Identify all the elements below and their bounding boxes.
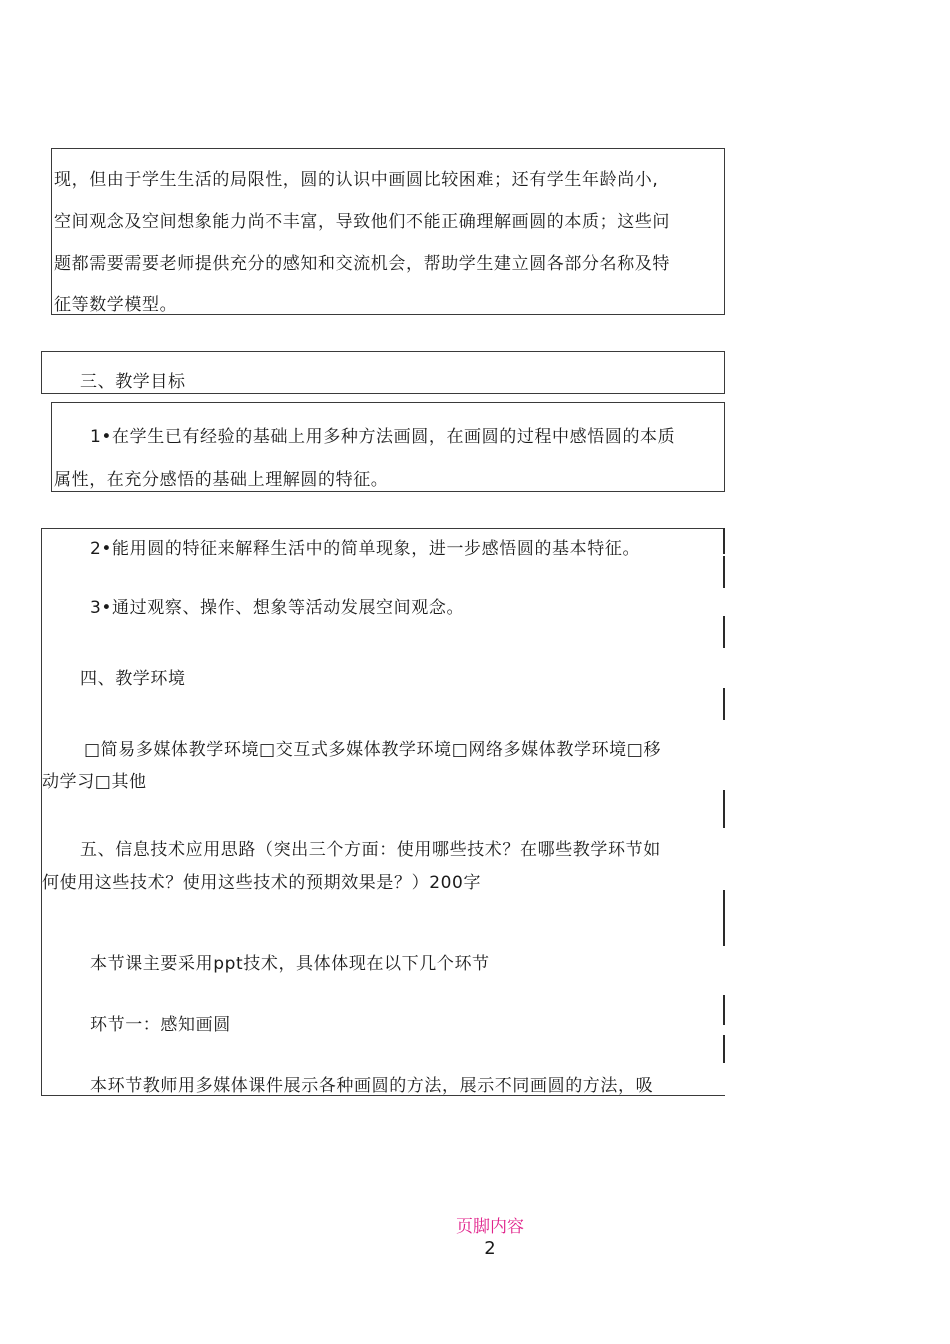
- intro-line-3: 题都需要需要老师提供充分的感知和交流机会，帮助学生建立圆各部分名称及特: [54, 254, 670, 274]
- section5-line-1: 五、信息技术应用思路（突出三个方面：使用哪些技术？在哪些教学环节如: [80, 840, 661, 860]
- goal1-line-2: 属性，在充分感悟的基础上理解圆的特征。: [54, 470, 389, 490]
- section3-heading: 三、教学目标: [80, 372, 186, 392]
- right-border-segment: [723, 930, 725, 946]
- section4-heading: 四、教学环境: [80, 669, 186, 689]
- goal3-text: 3•通过观察、操作、想象等活动发展空间观念。: [90, 598, 465, 618]
- page-number: 2: [484, 1238, 496, 1259]
- goal2-text: 2•能用圆的特征来解释生活中的简单现象，进一步感悟圆的基本特征。: [90, 539, 641, 559]
- right-border-segment: [723, 616, 725, 648]
- right-border-segment: [723, 890, 725, 930]
- intro-box: [51, 148, 725, 315]
- ppt-text: 本节课主要采用ppt技术，具体体现在以下几个环节: [90, 954, 490, 974]
- right-border-segment: [723, 1035, 725, 1063]
- section5-line-2: 何使用这些技术？使用这些技术的预期效果是？）200字: [42, 873, 482, 893]
- goal1-box: [51, 402, 725, 492]
- right-border-segment: [723, 688, 725, 720]
- intro-line-4: 征等数学模型。: [54, 295, 178, 315]
- section3-box: [41, 351, 725, 394]
- intro-line-1: 现，但由于学生生活的局限性，圆的认识中画圆比较困难；还有学生年龄尚小,: [54, 170, 659, 190]
- env-line-2: 动学习□其他: [42, 772, 147, 792]
- goal1-line-1: 1•在学生已有经验的基础上用多种方法画圆，在画圆的过程中感悟圆的本质: [90, 427, 676, 447]
- main-box: [41, 528, 725, 1096]
- stage1-text: 本环节教师用多媒体课件展示各种画圆的方法，展示不同画圆的方法，吸: [90, 1076, 654, 1096]
- footer-text: 页脚内容: [456, 1217, 524, 1237]
- right-border-segment: [723, 995, 725, 1025]
- right-border-segment: [723, 790, 725, 828]
- right-border-segment: [723, 556, 725, 588]
- right-border-segment: [723, 528, 725, 554]
- stage1-heading: 环节一：感知画圆: [90, 1015, 231, 1035]
- intro-line-2: 空间观念及空间想象能力尚不丰富，导致他们不能正确理解画圆的本质；这些问: [54, 212, 670, 232]
- env-line-1: □简易多媒体教学环境□交互式多媒体教学环境□网络多媒体教学环境□移: [84, 740, 662, 760]
